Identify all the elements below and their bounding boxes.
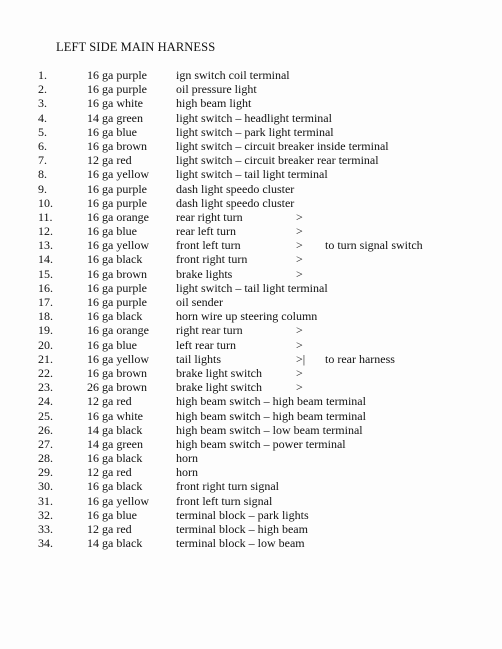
item-description: tail lights xyxy=(176,351,221,366)
item-wire: 16 ga white xyxy=(87,96,143,111)
item-wire: 16 ga purple xyxy=(87,82,147,97)
item-wire: 16 ga brown xyxy=(87,138,147,153)
document-title: LEFT SIDE MAIN HARNESS xyxy=(56,40,216,54)
list-item xyxy=(0,210,502,224)
list-item xyxy=(0,111,502,125)
item-number: 9. xyxy=(38,181,47,196)
item-wire: 16 ga blue xyxy=(87,224,137,239)
list-item xyxy=(0,153,502,167)
list-item xyxy=(0,125,502,139)
item-description: light switch – tail light terminal xyxy=(176,280,328,295)
item-description: terminal block – park lights xyxy=(176,507,309,522)
item-wire: 14 ga black xyxy=(87,536,143,551)
item-description: light switch – circuit breaker rear terminal xyxy=(176,153,379,168)
list-item xyxy=(0,451,502,465)
item-mark: > xyxy=(296,266,303,281)
item-mark: > xyxy=(296,380,303,395)
item-description: brake lights xyxy=(176,266,233,281)
list-item xyxy=(0,96,502,110)
item-number: 18. xyxy=(38,309,53,324)
item-description: dash light speedo cluster xyxy=(176,195,295,210)
list-item xyxy=(0,323,502,337)
item-wire: 12 ga red xyxy=(87,522,132,536)
item-number: 30. xyxy=(38,479,53,494)
item-number: 13. xyxy=(38,238,53,253)
list-item xyxy=(0,479,502,493)
item-description: high beam switch – high beam terminal xyxy=(176,394,366,409)
item-description: front left turn xyxy=(176,238,241,253)
list-item xyxy=(0,82,502,96)
item-wire: 16 ga blue xyxy=(87,507,137,522)
item-number: 29. xyxy=(38,465,53,480)
list-item xyxy=(0,536,502,550)
list-item xyxy=(0,522,502,536)
item-wire: 12 ga red xyxy=(87,153,132,168)
item-description: terminal block – high beam xyxy=(176,522,308,536)
item-wire: 16 ga orange xyxy=(87,323,149,338)
item-wire: 16 ga purple xyxy=(87,181,147,196)
item-description: brake light switch xyxy=(176,380,262,395)
item-number: 19. xyxy=(38,323,53,338)
item-number: 27. xyxy=(38,436,53,451)
item-number: 7. xyxy=(38,153,47,168)
list-item xyxy=(0,465,502,479)
item-description: high beam switch – low beam terminal xyxy=(176,422,363,437)
item-description: front right turn xyxy=(176,252,248,267)
item-note: to turn signal switch xyxy=(325,238,423,253)
item-wire: 16 ga orange xyxy=(87,209,149,224)
item-number: 25. xyxy=(38,408,53,423)
item-wire: 16 ga purple xyxy=(87,195,147,210)
item-description: oil pressure light xyxy=(176,82,257,97)
item-description: rear left turn xyxy=(176,224,236,239)
item-wire: 16 ga black xyxy=(87,479,143,494)
item-number: 31. xyxy=(38,493,53,508)
item-number: 12. xyxy=(38,224,53,239)
list-item xyxy=(0,139,502,153)
item-note: to rear harness xyxy=(325,351,395,366)
item-number: 11. xyxy=(38,209,53,224)
item-number: 32. xyxy=(38,507,53,522)
item-mark: > xyxy=(296,323,303,338)
item-wire: 16 ga brown xyxy=(87,266,147,281)
item-wire: 16 ga black xyxy=(87,252,143,267)
item-description: brake light switch xyxy=(176,365,262,380)
item-description: light switch – headlight terminal xyxy=(176,110,332,125)
item-number: 17. xyxy=(38,295,53,309)
item-description: oil sender xyxy=(176,295,223,309)
item-wire: 16 ga blue xyxy=(87,124,137,139)
item-description: left rear turn xyxy=(176,337,236,352)
item-wire: 16 ga yellow xyxy=(87,238,149,253)
list-item xyxy=(0,182,502,196)
item-number: 20. xyxy=(38,337,53,352)
item-mark: > xyxy=(296,209,303,224)
item-number: 5. xyxy=(38,124,47,139)
list-item xyxy=(0,423,502,437)
item-description: horn xyxy=(176,465,198,480)
item-description: horn xyxy=(176,451,198,466)
item-number: 10. xyxy=(38,195,53,210)
item-wire: 16 ga yellow xyxy=(87,493,149,508)
list-item xyxy=(0,394,502,408)
item-mark: > xyxy=(296,365,303,380)
item-wire: 16 ga purple xyxy=(87,280,147,295)
item-number: 8. xyxy=(38,167,47,182)
item-description: light switch – tail light terminal xyxy=(176,167,328,182)
item-number: 24. xyxy=(38,394,53,409)
item-number: 2. xyxy=(38,82,47,97)
item-wire: 14 ga green xyxy=(87,110,143,125)
item-number: 28. xyxy=(38,451,53,466)
item-description: light switch – park light terminal xyxy=(176,124,334,139)
list-item xyxy=(0,352,502,366)
item-number: 16. xyxy=(38,280,53,295)
item-number: 26. xyxy=(38,422,53,437)
item-wire: 16 ga black xyxy=(87,451,143,466)
item-wire: 14 ga green xyxy=(87,436,143,451)
item-number: 3. xyxy=(38,96,47,111)
item-description: high beam light xyxy=(176,96,252,111)
item-mark: > xyxy=(296,337,303,352)
list-item xyxy=(0,508,502,522)
item-mark: > xyxy=(296,224,303,239)
list-item xyxy=(0,409,502,423)
list-item xyxy=(0,224,502,238)
item-mark: >| xyxy=(296,351,306,366)
item-wire: 16 ga yellow xyxy=(87,351,149,366)
item-wire: 16 ga purple xyxy=(87,295,147,309)
list-item xyxy=(0,437,502,451)
list-item xyxy=(0,196,502,210)
item-wire: 16 ga black xyxy=(87,309,143,324)
list-item xyxy=(0,494,502,508)
item-number: 14. xyxy=(38,252,53,267)
list-item xyxy=(0,267,502,281)
item-number: 4. xyxy=(38,110,47,125)
item-number: 34. xyxy=(38,536,53,551)
item-number: 1. xyxy=(38,68,47,82)
item-mark: > xyxy=(296,238,303,253)
item-description: front right turn signal xyxy=(176,479,279,494)
item-description: terminal block – low beam xyxy=(176,536,305,551)
list-item xyxy=(0,380,502,394)
item-number: 21. xyxy=(38,351,53,366)
item-description: right rear turn xyxy=(176,323,243,338)
item-description: ign switch coil terminal xyxy=(176,68,290,82)
item-description: high beam switch – high beam terminal xyxy=(176,408,366,423)
item-number: 6. xyxy=(38,138,47,153)
item-wire: 16 ga blue xyxy=(87,337,137,352)
item-description: rear right turn xyxy=(176,209,243,224)
item-wire: 12 ga red xyxy=(87,394,132,409)
item-description: horn wire up steering column xyxy=(176,309,318,324)
list-item xyxy=(0,252,502,266)
item-description: front left turn signal xyxy=(176,493,273,508)
list-item xyxy=(0,366,502,380)
item-wire: 16 ga purple xyxy=(87,68,147,82)
list-item xyxy=(0,167,502,181)
item-number: 15. xyxy=(38,266,53,281)
list-item xyxy=(0,338,502,352)
list-item xyxy=(0,309,502,323)
item-number: 22. xyxy=(38,365,53,380)
harness-list xyxy=(0,68,502,550)
list-item xyxy=(0,68,502,82)
item-wire: 16 ga yellow xyxy=(87,167,149,182)
item-wire: 12 ga red xyxy=(87,465,132,480)
item-description: light switch – circuit breaker inside terminal xyxy=(176,138,389,153)
item-description: high beam switch – power terminal xyxy=(176,436,346,451)
list-item xyxy=(0,295,502,309)
list-item xyxy=(0,238,502,252)
item-number: 33. xyxy=(38,522,53,536)
item-wire: 16 ga white xyxy=(87,408,143,423)
item-wire: 26 ga brown xyxy=(87,380,147,395)
item-number: 23. xyxy=(38,380,53,395)
list-item xyxy=(0,281,502,295)
item-wire: 14 ga black xyxy=(87,422,143,437)
item-wire: 16 ga brown xyxy=(87,365,147,380)
item-mark: > xyxy=(296,252,303,267)
item-description: dash light speedo cluster xyxy=(176,181,295,196)
